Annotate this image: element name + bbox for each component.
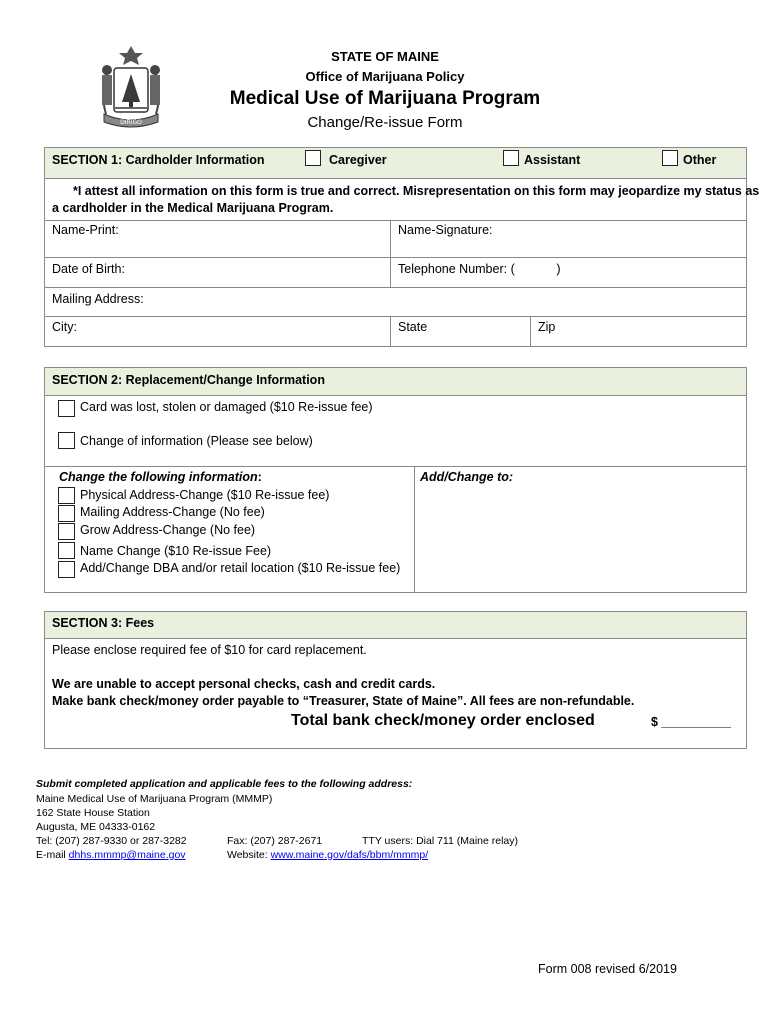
- section-2-title: SECTION 2: Replacement/Change Information: [52, 373, 325, 387]
- name-change-checkbox[interactable]: [58, 542, 75, 559]
- name-print-label: Name-Print:: [52, 223, 119, 237]
- section-3-title: SECTION 3: Fees: [52, 616, 155, 630]
- tel-numbers: Tel: (207) 287-9330 or 287-3282: [36, 835, 187, 847]
- change-info-label: Change of information (Please see below): [80, 434, 313, 448]
- grow-address-label: Grow Address-Change (No fee): [80, 523, 256, 537]
- email-link[interactable]: dhhs.mmmp@maine.gov: [68, 849, 186, 861]
- section-1-cardholder: [44, 147, 760, 347]
- zip-label: Zip: [538, 320, 556, 334]
- lost-card-label: Card was lost, stolen or damaged ($10 Re-issue fee): [80, 400, 373, 414]
- attestation-row: [45, 179, 760, 221]
- name-print-field[interactable]: [45, 221, 390, 257]
- attestation-text-2: a cardholder in the Medical Marijuana Program.: [52, 201, 334, 215]
- enclose-fee-text: Please enclose required fee of $10 for card replacement.: [52, 643, 367, 657]
- dob-field[interactable]: [45, 258, 390, 287]
- city-field[interactable]: [45, 317, 390, 346]
- change-info-checkbox[interactable]: [58, 432, 75, 449]
- fax-number: Fax: (207) 287-2671: [227, 835, 323, 847]
- assistant-checkbox[interactable]: [503, 150, 519, 166]
- payable-text: Make bank check/money order payable to “Treasurer, State of Maine”. All fees are non-refundable.: [52, 694, 635, 708]
- dob-row: [45, 258, 746, 288]
- mailing-address-label: Mailing Address:: [52, 292, 144, 306]
- add-change-field[interactable]: [414, 467, 746, 592]
- website-line: Website: www.maine.gov/dafs/bbm/mmmp/: [227, 849, 429, 861]
- total-amount-field[interactable]: $ __________: [651, 715, 731, 729]
- telephone-label: Telephone Number: ( ): [398, 262, 561, 276]
- section-1-title: SECTION 1: Cardholder Information: [52, 153, 265, 167]
- zip-field[interactable]: [530, 317, 746, 346]
- change-list: [45, 467, 414, 592]
- physical-address-label: Physical Address-Change ($10 Re-issue fee): [80, 488, 330, 502]
- form-revision: Form 008 revised 6/2019: [538, 962, 677, 976]
- section-1-header: [45, 148, 746, 179]
- city-label: City:: [52, 320, 77, 334]
- svg-text:DIRIGO: DIRIGO: [120, 119, 142, 126]
- caregiver-label: Caregiver: [329, 153, 387, 167]
- replacement-options: [45, 396, 746, 467]
- lost-card-checkbox[interactable]: [58, 400, 75, 417]
- dba-checkbox[interactable]: [58, 561, 75, 578]
- section-3-header: [45, 612, 746, 639]
- name-signature-field[interactable]: [390, 221, 746, 257]
- telephone-field[interactable]: [390, 258, 746, 287]
- attestation-text: *I attest all information on this form is true and correct. Misrepresentation on this form may jeopardize my status as: [73, 184, 760, 198]
- no-personal-checks-text: We are unable to accept personal checks, cash and credit cards.: [52, 677, 436, 691]
- mailing-address-field[interactable]: [45, 288, 746, 316]
- grow-address-checkbox[interactable]: [58, 523, 75, 540]
- city-address: Augusta, ME 04333-0162: [36, 821, 156, 833]
- add-change-heading: Add/Change to:: [420, 470, 514, 484]
- email-line: E-mail dhhs.mmmp@maine.gov: [36, 849, 186, 861]
- name-row: [45, 221, 746, 258]
- name-change-label: Name Change ($10 Re-issue Fee): [80, 544, 272, 558]
- section-3-fees: [44, 611, 747, 749]
- change-details: [45, 467, 746, 592]
- change-heading: Change the following information:: [59, 470, 262, 484]
- city-row: [45, 317, 746, 346]
- street-address: 162 State House Station: [36, 807, 150, 819]
- total-enclosed-label: Total bank check/money order enclosed: [291, 712, 595, 729]
- org-name: Maine Medical Use of Marijuana Program (MMMP): [36, 793, 273, 805]
- dba-label: Add/Change DBA and/or retail location ($10 Re-issue fee): [80, 561, 401, 575]
- physical-address-checkbox[interactable]: [58, 487, 75, 504]
- other-label: Other: [683, 153, 717, 167]
- state-field[interactable]: [390, 317, 530, 346]
- office-heading: Office of Marijuana Policy: [305, 69, 465, 84]
- website-link[interactable]: www.maine.gov/dafs/bbm/mmmp/: [270, 849, 429, 861]
- dob-label: Date of Birth:: [52, 262, 125, 276]
- section-2-header: [45, 368, 746, 396]
- state-heading: STATE OF MAINE: [331, 49, 439, 64]
- form-subtitle: Change/Re-issue Form: [307, 114, 463, 131]
- assistant-label: Assistant: [524, 153, 581, 167]
- caregiver-checkbox[interactable]: [305, 150, 321, 166]
- mailing-address-checkbox[interactable]: [58, 505, 75, 522]
- program-title: Medical Use of Marijuana Program: [229, 88, 541, 109]
- tty-info: TTY users: Dial 711 (Maine relay): [362, 835, 518, 847]
- name-signature-label: Name-Signature:: [398, 223, 493, 237]
- submit-instructions: Submit completed application and applicable fees to the following address:: [36, 778, 413, 790]
- state-label: State: [398, 320, 428, 334]
- other-checkbox[interactable]: [662, 150, 678, 166]
- mailing-address-change-label: Mailing Address-Change (No fee): [80, 505, 265, 519]
- section-2-replacement: [44, 367, 747, 593]
- mailing-row: [45, 288, 746, 317]
